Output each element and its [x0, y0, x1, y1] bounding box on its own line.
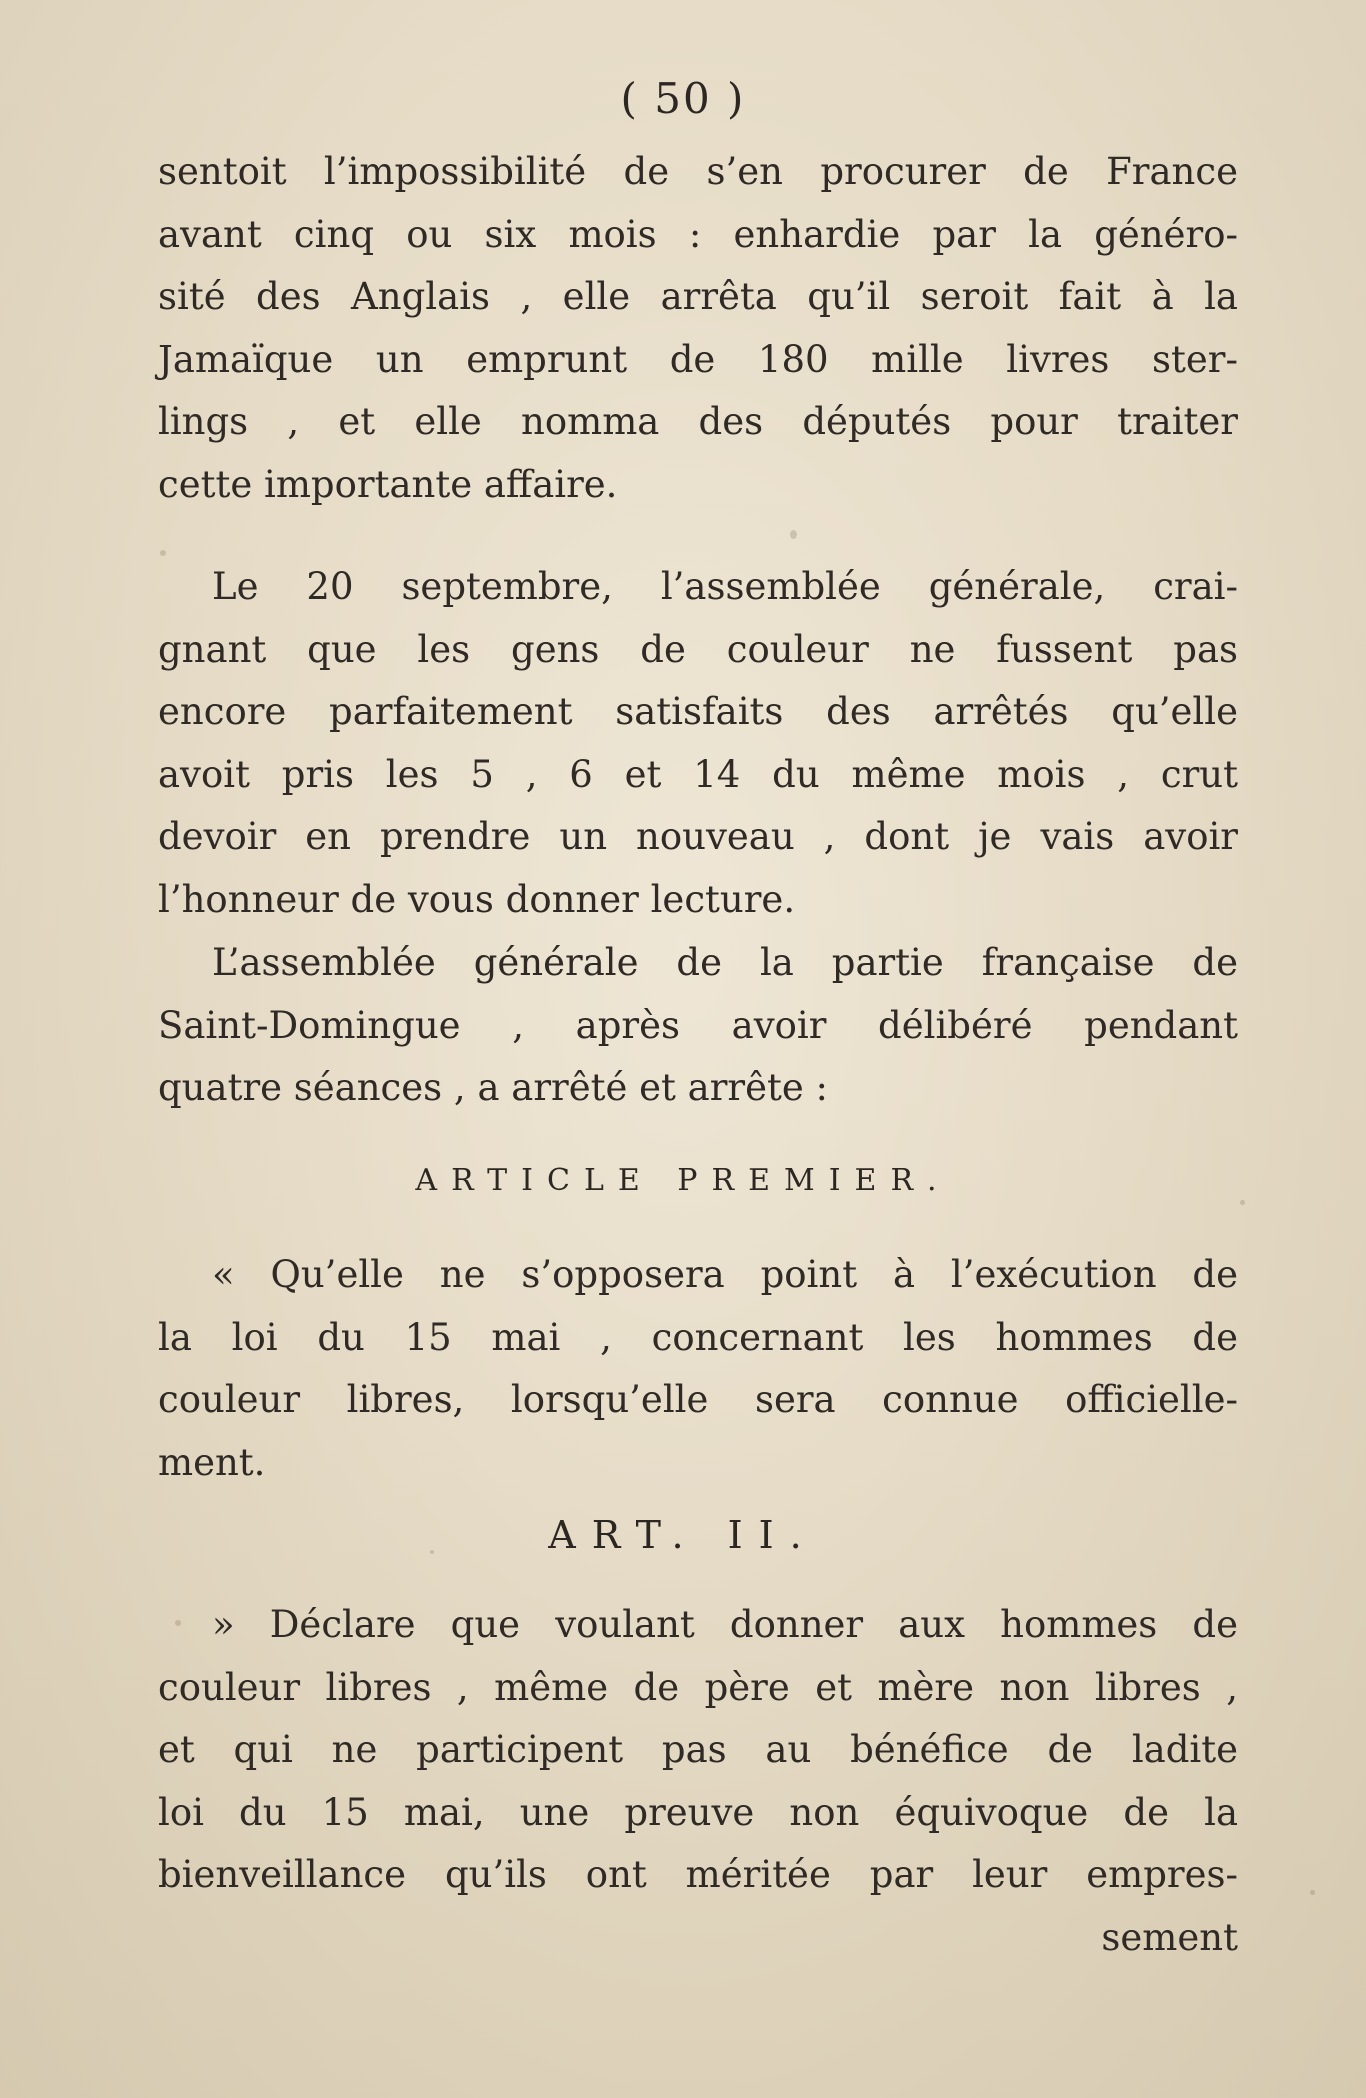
catchword: sement: [1101, 1915, 1238, 1959]
article-1-heading: ARTICLE PREMIER.: [415, 1163, 951, 1198]
text-line: quatre séances , a arrêté et arrête :: [158, 1066, 828, 1109]
text-line: l’honneur de vous donner lecture.: [158, 877, 796, 921]
article-2-text: [158, 1594, 1238, 1969]
text-line: ment.: [158, 1440, 266, 1484]
text-line: loi du 15 mai, une preuve non équivoque de la: [158, 1790, 1238, 1834]
text-line: « Qu’elle ne s’opposera point à l’exécution de: [212, 1253, 1238, 1296]
text-line: et qui ne participent pas au bénéfice de ladite: [158, 1728, 1238, 1771]
foxing-spot: [1240, 1200, 1245, 1205]
page-number: ( 50 ): [620, 74, 746, 123]
text-line: lings , et elle nomma des députés pour traiter: [158, 400, 1238, 443]
text-line: devoir en prendre un nouveau , dont je vais avoir: [158, 815, 1238, 858]
text-line: la loi du 15 mai , concernant les hommes de: [158, 1315, 1238, 1359]
paragraph-2: [158, 556, 1238, 931]
text-line: sité des Anglais , elle arrêta qu’il seroit fait à la: [158, 275, 1238, 318]
article-2-heading: ART. II.: [548, 1513, 818, 1557]
text-line: Le 20 septembre, l’assemblée générale, crai-: [212, 565, 1238, 608]
text-line: couleur libres, lorsqu’elle sera connue officielle-: [158, 1378, 1238, 1421]
foxing-spot: [790, 530, 797, 539]
text-line: gnant que les gens de couleur ne fussent pas: [158, 627, 1238, 671]
text-line: Saint-Domingue , après avoir délibéré pendant: [158, 1003, 1238, 1047]
foxing-spot: [1310, 1890, 1315, 1895]
text-line: bienveillance qu’ils ont méritée par leur empres-: [158, 1853, 1238, 1896]
text-line: Jamaïque un emprunt de 180 mille livres ster-: [158, 337, 1238, 381]
text-line: avant cinq ou six mois : enhardie par la généro-: [158, 212, 1238, 256]
paragraph-1: [158, 141, 1238, 516]
text-line: sentoit l’impossibilité de s’en procurer de France: [158, 150, 1238, 193]
article-1-text: [158, 1244, 1238, 1494]
text-line: » Déclare que voulant donner aux hommes de: [212, 1603, 1238, 1646]
text-line: avoit pris les 5 , 6 et 14 du même mois , crut: [158, 752, 1238, 796]
text-line: cette importante affaire.: [158, 462, 618, 506]
text-line: couleur libres , même de père et mère non libres ,: [158, 1665, 1238, 1709]
text-line: L’assemblée générale de la partie française de: [212, 941, 1238, 984]
paragraph-3: [158, 932, 1238, 1120]
text-line: encore parfaitement satisfaits des arrêtés qu’elle: [158, 690, 1238, 733]
